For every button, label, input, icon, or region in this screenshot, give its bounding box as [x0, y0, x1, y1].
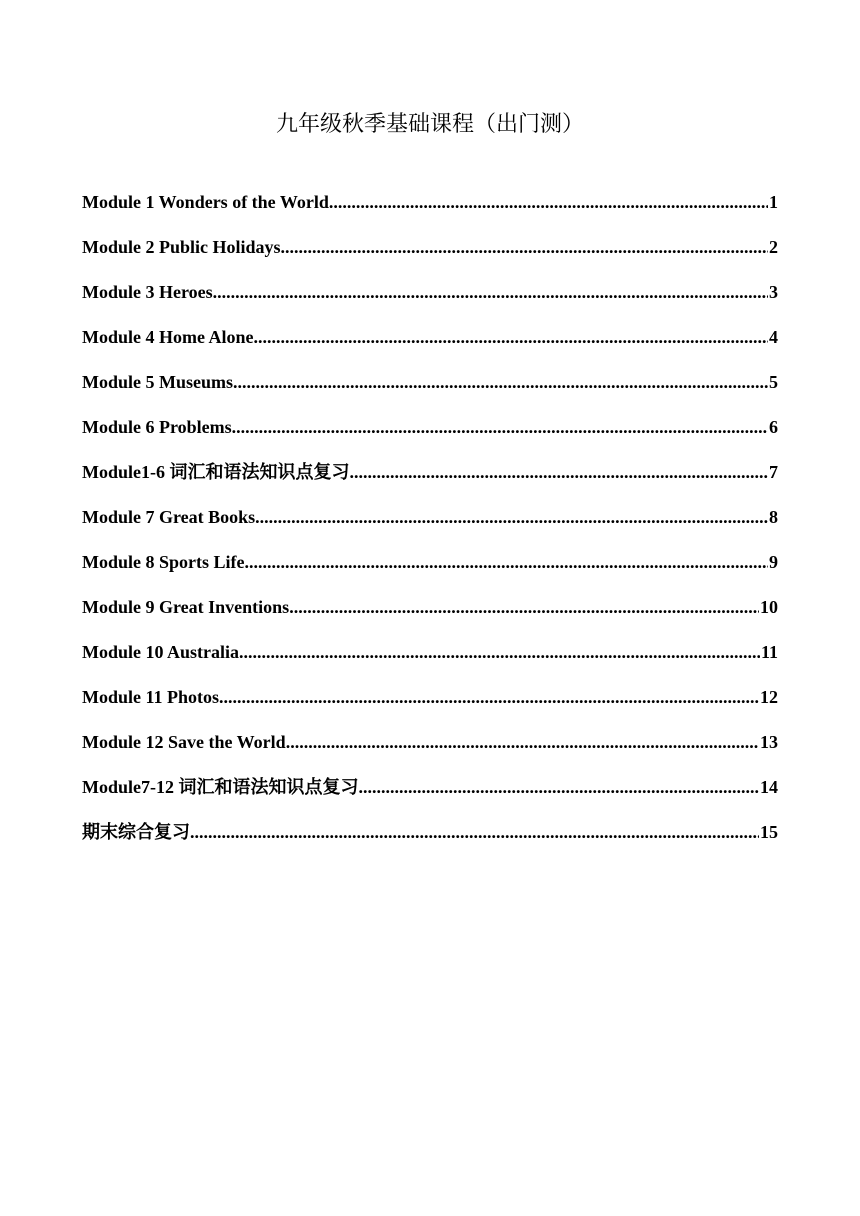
toc-entry-page: 4 [769, 327, 778, 347]
toc-dot-leader [219, 684, 759, 710]
toc-entry-label: Module7-12 词汇和语法知识点复习 [82, 777, 359, 797]
toc-entry-label: Module 10 Australia [82, 642, 240, 662]
toc-entry[interactable] [82, 324, 778, 369]
toc-entry-label: Module 1 Wonders of the World [82, 192, 329, 212]
toc-entry[interactable] [82, 504, 778, 549]
toc-entry-page: 10 [760, 597, 778, 617]
toc-entry-page: 9 [769, 552, 778, 572]
toc-entry-label: 期末综合复习 [82, 822, 190, 842]
toc-entry-page: 12 [760, 687, 778, 707]
toc-dot-leader [245, 549, 768, 575]
toc-entry[interactable] [82, 234, 778, 279]
toc-entry[interactable] [82, 729, 778, 774]
toc-dot-leader [350, 459, 769, 485]
toc-entry[interactable] [82, 459, 778, 504]
toc-entry-label: Module 12 Save the World [82, 732, 286, 752]
toc-entry[interactable] [82, 549, 778, 594]
toc-entry-label: Module 2 Public Holidays [82, 237, 281, 257]
toc-dot-leader [286, 729, 759, 755]
toc-dot-leader [233, 369, 768, 395]
toc-dot-leader [254, 324, 769, 350]
toc-entry-label: Module 3 Heroes [82, 282, 213, 302]
toc-entry-page: 2 [769, 237, 778, 257]
toc-entry-label: Module1-6 词汇和语法知识点复习 [82, 462, 350, 482]
toc-dot-leader [255, 504, 768, 530]
toc-entry-label: Module 9 Great Inventions [82, 597, 290, 617]
toc-entry-label: Module 5 Museums [82, 372, 234, 392]
toc-entry[interactable] [82, 369, 778, 414]
toc-entry-page: 6 [769, 417, 778, 437]
table-of-contents [82, 189, 778, 864]
toc-entry[interactable] [82, 414, 778, 459]
toc-dot-leader [281, 234, 768, 260]
toc-dot-leader [329, 189, 768, 215]
toc-entry-label: Module 6 Problems [82, 417, 232, 437]
toc-dot-leader [232, 414, 768, 440]
toc-dot-leader [190, 819, 759, 845]
toc-entry-page: 8 [769, 507, 778, 527]
toc-entry[interactable] [82, 639, 778, 684]
toc-entry[interactable] [82, 819, 778, 864]
toc-entry[interactable] [82, 189, 778, 234]
toc-entry-page: 13 [760, 732, 778, 752]
toc-entry-page: 5 [769, 372, 778, 392]
toc-entry-label: Module 8 Sports Life [82, 552, 245, 572]
toc-dot-leader [213, 279, 768, 305]
toc-entry-page: 1 [769, 192, 778, 212]
toc-entry[interactable] [82, 774, 778, 819]
toc-entry-label: Module 7 Great Books [82, 507, 256, 527]
toc-dot-leader [239, 639, 760, 665]
toc-entry[interactable] [82, 684, 778, 729]
toc-dot-leader [359, 774, 760, 800]
toc-dot-leader [289, 594, 759, 620]
toc-entry-page: 7 [769, 462, 778, 482]
toc-entry[interactable] [82, 594, 778, 639]
toc-entry-page: 15 [760, 822, 778, 842]
toc-entry-page: 3 [769, 282, 778, 302]
toc-entry-label: Module 11 Photos [82, 687, 220, 707]
document-title: 九年级秋季基础课程（出门测） [275, 112, 584, 137]
toc-entry-page: 14 [760, 777, 778, 797]
toc-entry[interactable] [82, 279, 778, 324]
toc-entry-page: 11 [760, 642, 778, 662]
toc-entry-label: Module 4 Home Alone [82, 327, 254, 347]
